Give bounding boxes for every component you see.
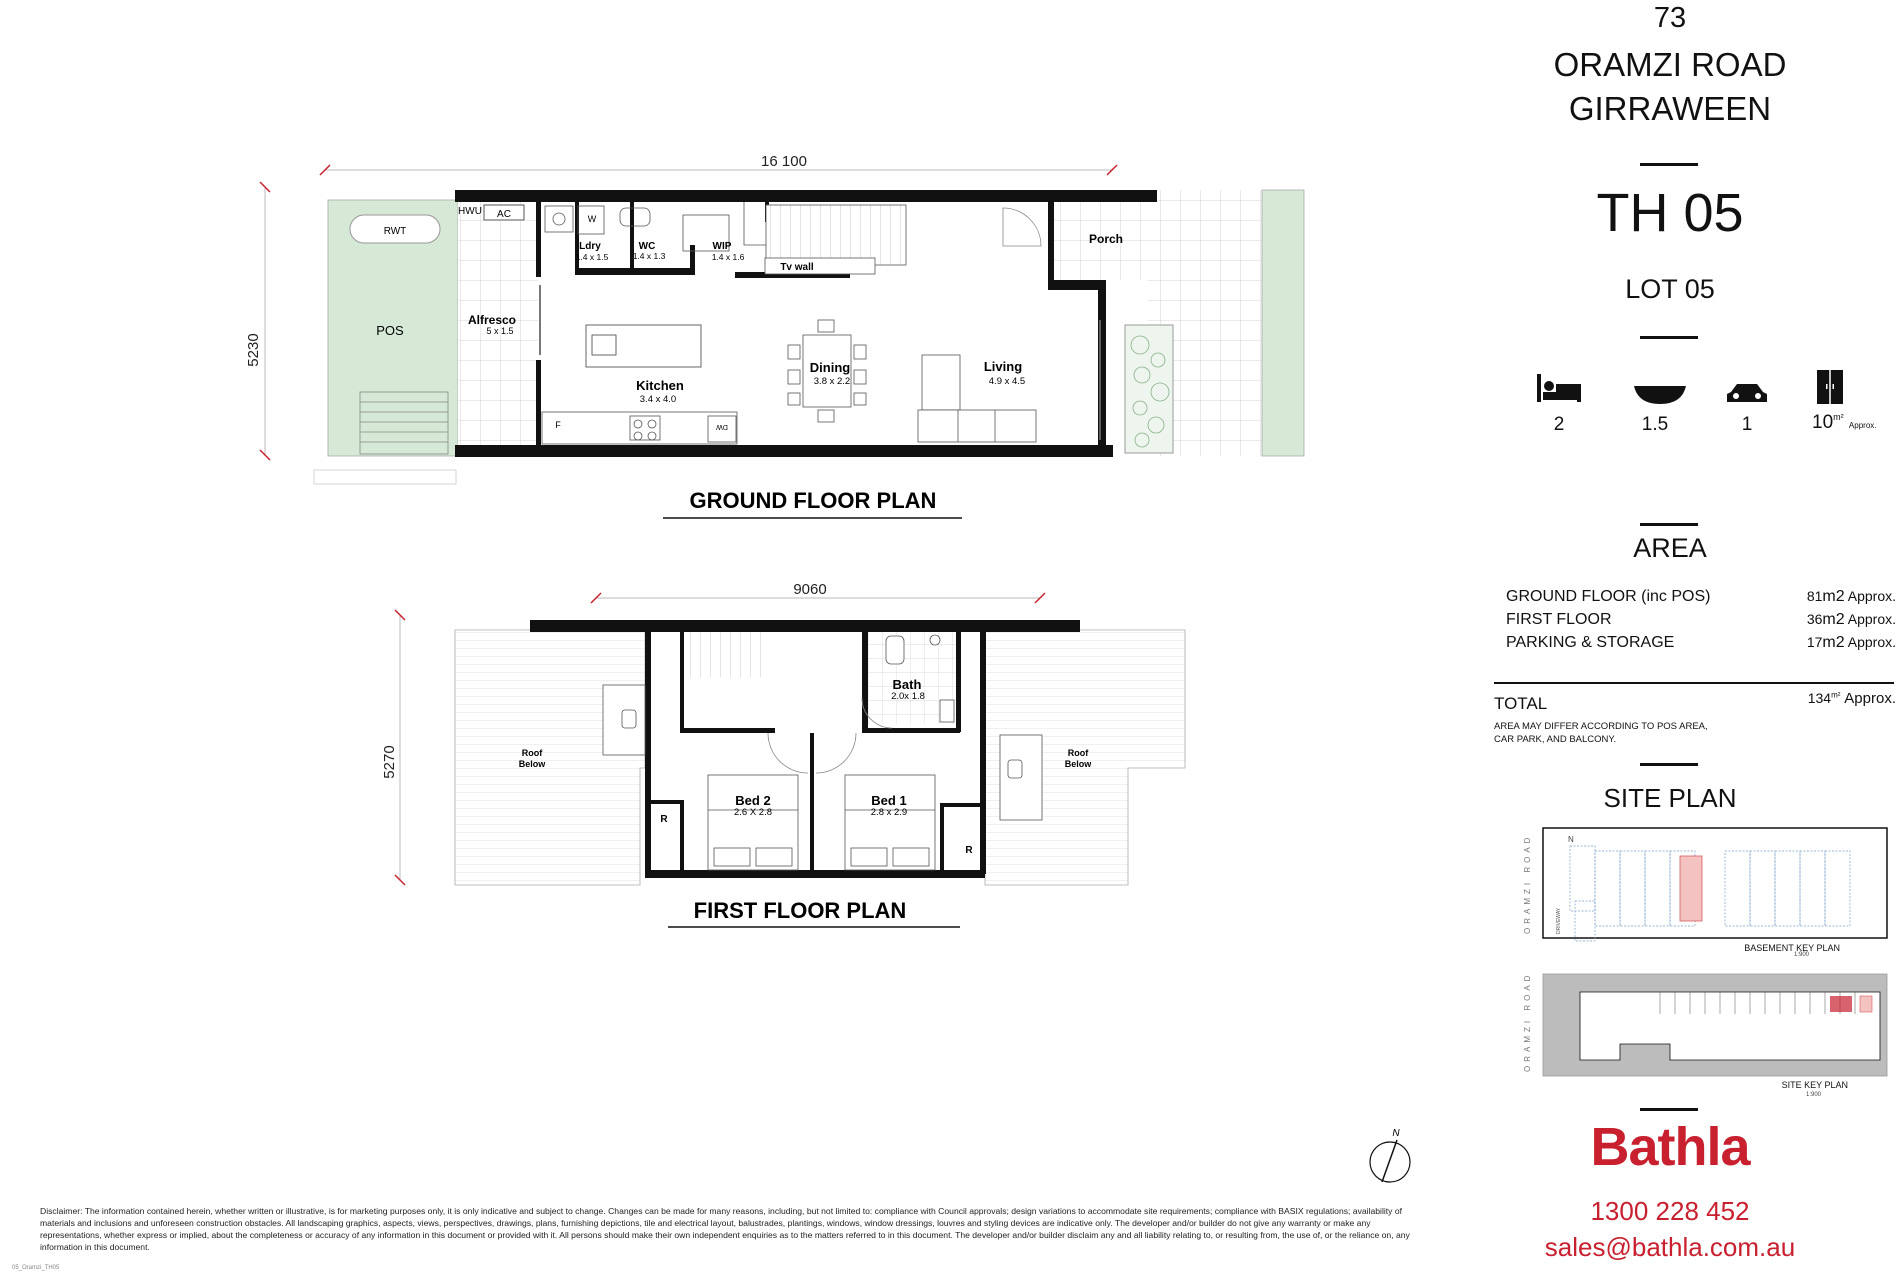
storage-suffix: Approx. [1848, 421, 1877, 430]
area-row-value: 36m2 Approx. [1806, 611, 1896, 628]
ground-width-label: 16 100 [761, 153, 807, 170]
divider [1640, 336, 1698, 339]
dw-label: DW [716, 423, 728, 430]
first-depth-dimension [381, 610, 405, 885]
car-count: 1 [1741, 414, 1753, 435]
first-floor-plan [381, 581, 1185, 927]
wc-size: 1.4 x 1.3 [632, 251, 666, 261]
svg-text:N: N [1568, 835, 1574, 844]
ground-floor-title: GROUND FLOOR PLAN [689, 488, 937, 513]
wardrobe-icon [1815, 368, 1845, 406]
alfresco-label: Alfresco [467, 313, 517, 327]
hwu-label: HWU [458, 206, 482, 217]
bed2-bed [708, 775, 798, 870]
pos-label: POS [376, 323, 404, 338]
ldry-size: 1.4 x 1.5 [575, 252, 609, 262]
bed2-label: Bed 2 [735, 793, 771, 808]
area-note-line2: CAR PARK, AND BALCONY. [1494, 734, 1617, 745]
kitchen-size: 3.4 x 4.0 [639, 394, 677, 405]
compass-label: N [1392, 1128, 1400, 1139]
bathroom-count: 1.5 [1641, 414, 1669, 435]
area-divider [1494, 682, 1894, 684]
basement-road-label: ORAMZI ROAD [1523, 833, 1532, 934]
lot-number: LOT 05 [1625, 274, 1715, 304]
area-total-label: TOTAL [1494, 694, 1548, 713]
roof-below-left [455, 630, 645, 885]
w-label: W [587, 214, 597, 224]
area-row-value: 17m2 Approx. [1806, 634, 1896, 651]
compass-icon [1370, 1128, 1410, 1182]
roof-left-label-2: Below [518, 759, 546, 769]
ground-depth-dimension [245, 182, 270, 460]
area-row-total [1494, 690, 1896, 712]
desk-right [1000, 735, 1042, 820]
roof-left-label: Roof [521, 748, 543, 758]
storage-unit: m² [1833, 412, 1844, 422]
ground-floor-plan [245, 153, 1304, 518]
bedroom-count: 2 [1553, 414, 1565, 435]
bed1-label: Bed 1 [871, 793, 907, 808]
area-row-value: 81m2 Approx. [1806, 588, 1896, 605]
brand-phone[interactable]: 1300 228 452 [1590, 1196, 1750, 1226]
bed1-size: 2.8 x 2.9 [870, 807, 908, 818]
storage-area [1812, 412, 1877, 434]
ac-label: AC [497, 209, 511, 220]
address-street: ORAMZI ROAD [1553, 46, 1787, 83]
divider [1640, 163, 1698, 166]
bed2-size: 2.6 X 2.8 [733, 807, 773, 818]
site-caption: SITE KEY PLAN [1781, 1080, 1848, 1090]
basement-caption: BASEMENT KEY PLAN [1744, 943, 1840, 953]
alfresco-size: 5 x 1.5 [486, 326, 514, 336]
stair-void [685, 632, 765, 677]
site-road-label: ORAMZI ROAD [1523, 972, 1532, 1072]
area-note-line1: AREA MAY DIFFER ACCORDING TO POS AREA, [1494, 721, 1708, 732]
dining-size: 3.8 x 2.2 [813, 376, 851, 387]
roof-right-label: Roof [1067, 748, 1089, 758]
kitchen-label: Kitchen [636, 378, 684, 393]
roof-right-label-2: Below [1064, 759, 1092, 769]
brand-email[interactable]: sales@bathla.com.au [1544, 1232, 1796, 1262]
porch-label: Porch [1088, 232, 1124, 246]
ground-depth-label: 5230 [245, 333, 262, 367]
bed1-bed [845, 775, 935, 870]
first-width-dimension [591, 581, 1045, 603]
address-number: 73 [1653, 2, 1687, 34]
first-floor-title: FIRST FLOOR PLAN [693, 898, 907, 923]
area-row-first [1506, 611, 1896, 633]
site-plan-heading: SITE PLAN [1603, 783, 1737, 813]
site-scale: 1:900 [1806, 1092, 1822, 1098]
disclaimer: Disclaimer: The information contained herein, whether written or illustrative, is for marketing purposes only, it is only indicative and subject to change. Changes can be made for many reasons, including, but not limited to: compliance with Council approvals; design variations to accommodate site requirements; compliance with BASIX regulations; availability of materials and inclusions and unforeseen construction obstacles. All landscaping graphics, aspects, views, perspectives, drawings, plans, furnishing depictions, tile and electrical layout, balustrades, plantings, windows, window dressings, louvres and styling devices are indicative only. The developer and/or builder do not give any warranty or make any representations, whether express or implied, about the completeness or accuracy of any information in this document or provided with it. All persons should make their own independent enquiries as to the matters referred to in this document. The developer and/or builder disclaim any and all liability relating to, or resulting from, the use of, or the reliance on, any information in this document. [40, 1206, 1410, 1252]
ground-width-dimension [320, 153, 1117, 175]
first-depth-label: 5270 [381, 745, 398, 779]
robe-right-label: R [965, 845, 973, 856]
basement-key-plan [1500, 826, 1890, 956]
site-key-plan [1500, 972, 1890, 1097]
robe-left-label: R [660, 814, 668, 825]
basement-driveway-label: DRIVEWAY [1556, 907, 1562, 934]
tv-wall-label: Tv wall [780, 262, 814, 273]
first-width-label: 9060 [793, 581, 827, 598]
address-suburb: GIRRAWEEN [1568, 90, 1772, 127]
footer-note: 05_Oramzi_TH05 [12, 1265, 60, 1271]
area-row-parking [1506, 634, 1896, 656]
desk-left [603, 685, 645, 755]
area-heading: AREA [1633, 533, 1707, 563]
divider [1640, 523, 1698, 526]
area-note [1494, 720, 1708, 746]
ldry-label: Ldry [579, 241, 601, 252]
car-icon [1725, 382, 1769, 406]
townhouse-number: TH 05 [1596, 183, 1744, 243]
brand-logo: Bathla [1590, 1117, 1750, 1177]
lot-05-highlight [1680, 856, 1702, 921]
storage-value: 10 [1812, 412, 1834, 433]
area-row-label: FIRST FLOOR [1506, 611, 1612, 628]
living-label: Living [983, 359, 1023, 374]
wip-label: WIP [712, 241, 732, 252]
dining-label: Dining [809, 360, 851, 375]
wc-label: WC [638, 241, 656, 252]
bath-label: Bath [892, 677, 922, 692]
area-row-label: GROUND FLOOR (inc POS) [1506, 588, 1711, 605]
wip-size: 1.4 x 1.6 [711, 252, 745, 262]
bed-icon [1535, 372, 1583, 404]
rwt-label: RWT [383, 226, 407, 237]
fridge-label: F [555, 420, 561, 430]
living-size: 4.9 x 4.5 [988, 376, 1026, 387]
area-row-ground [1506, 588, 1896, 610]
basement-scale: 1:900 [1794, 952, 1810, 958]
bathtub-icon [1632, 384, 1688, 406]
bath-size: 2.0x 1.8 [891, 691, 925, 702]
divider [1640, 763, 1698, 766]
divider [1640, 1108, 1698, 1111]
area-total-value: $134^{m^2}$ Approx. [1807, 690, 1896, 707]
area-row-label: PARKING & STORAGE [1506, 634, 1675, 651]
